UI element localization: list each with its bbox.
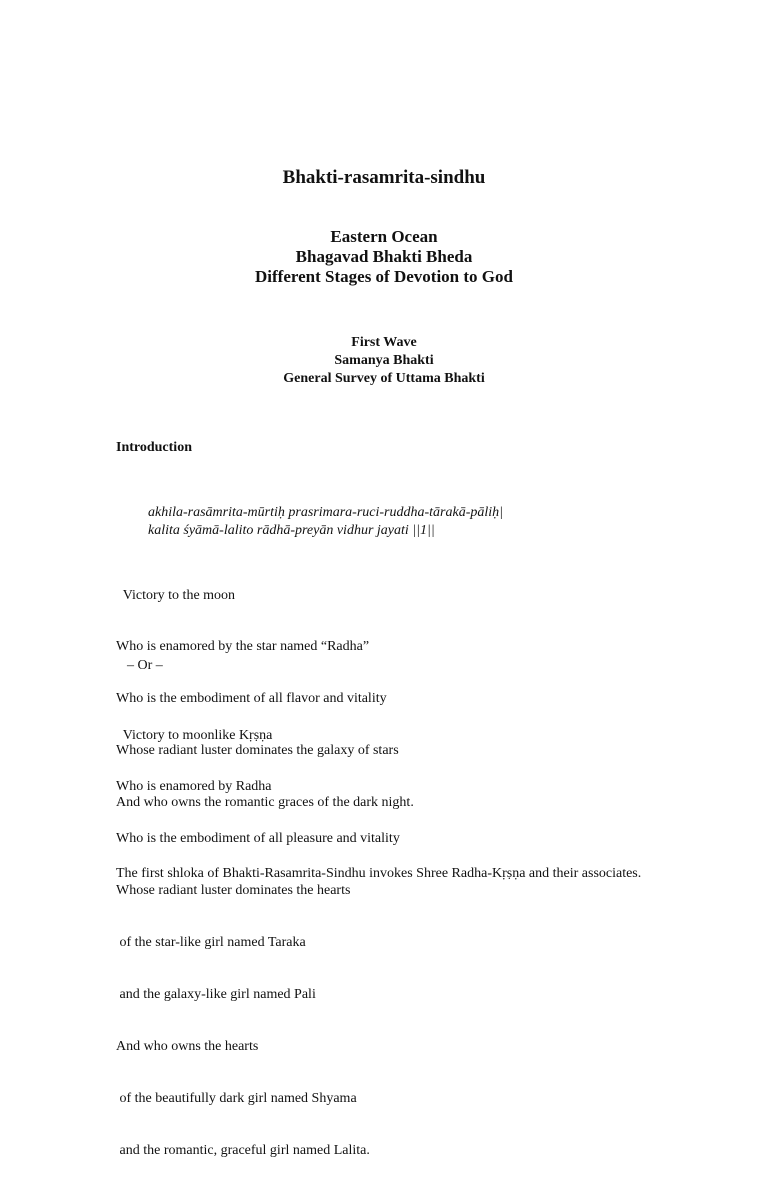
translation-line: of the beautifully dark girl named Shyama: [116, 1090, 357, 1106]
wave-heading: First Wave: [351, 335, 417, 350]
translation-line: Who is the embodiment of all flavor and vitality: [116, 691, 387, 707]
translation-line: And who owns the hearts: [116, 1038, 259, 1054]
translation-line: Who is enamored by Radha: [116, 779, 272, 795]
translation-line: of the star-like girl named Taraka: [116, 935, 306, 951]
section-heading-bheda: Bhagavad Bhakti Bheda: [295, 247, 473, 266]
verse-line-1: akhila-rasāmrita-mūrtiḥ prasrimara-ruci-ruddha-tārakā-pāliḥ|: [148, 505, 504, 520]
translation-line: and the romantic, graceful girl named Lalita.: [116, 1142, 370, 1158]
document-title: Bhakti-rasamrita-sindhu: [282, 167, 486, 188]
verse-line-2: kalita śyāmā-lalito rādhā-preyān vidhur jayati ||1||: [148, 523, 435, 538]
translation-block-2: [116, 692, 400, 1194]
wave-description: General Survey of Uttama Bhakti: [283, 371, 485, 386]
closing-paragraph: The first shloka of Bhakti-Rasamrita-Sindhu invokes Shree Radha-Kṛṣṇa and their associates.: [116, 866, 642, 881]
or-separator: – Or –: [127, 658, 163, 673]
translation-line: Whose radiant luster dominates the galaxy of stars: [116, 743, 399, 759]
introduction-heading: Introduction: [116, 440, 192, 455]
section-heading-stages: Different Stages of Devotion to God: [255, 267, 513, 286]
translation-line: Whose radiant luster dominates the hearts: [116, 883, 351, 899]
translation-line: and the galaxy-like girl named Pali: [116, 987, 316, 1003]
translation-line: Victory to moonlike Kṛṣṇa: [116, 727, 273, 743]
translation-line: Who is the embodiment of all pleasure and vitality: [116, 831, 400, 847]
translation-line: Who is enamored by the star named “Radha”: [116, 639, 370, 655]
section-heading-ocean: Eastern Ocean: [330, 227, 438, 246]
wave-subheading: Samanya Bhakti: [334, 353, 434, 368]
translation-line: And who owns the romantic graces of the dark night.: [116, 795, 414, 811]
translation-line: Victory to the moon: [116, 587, 236, 603]
